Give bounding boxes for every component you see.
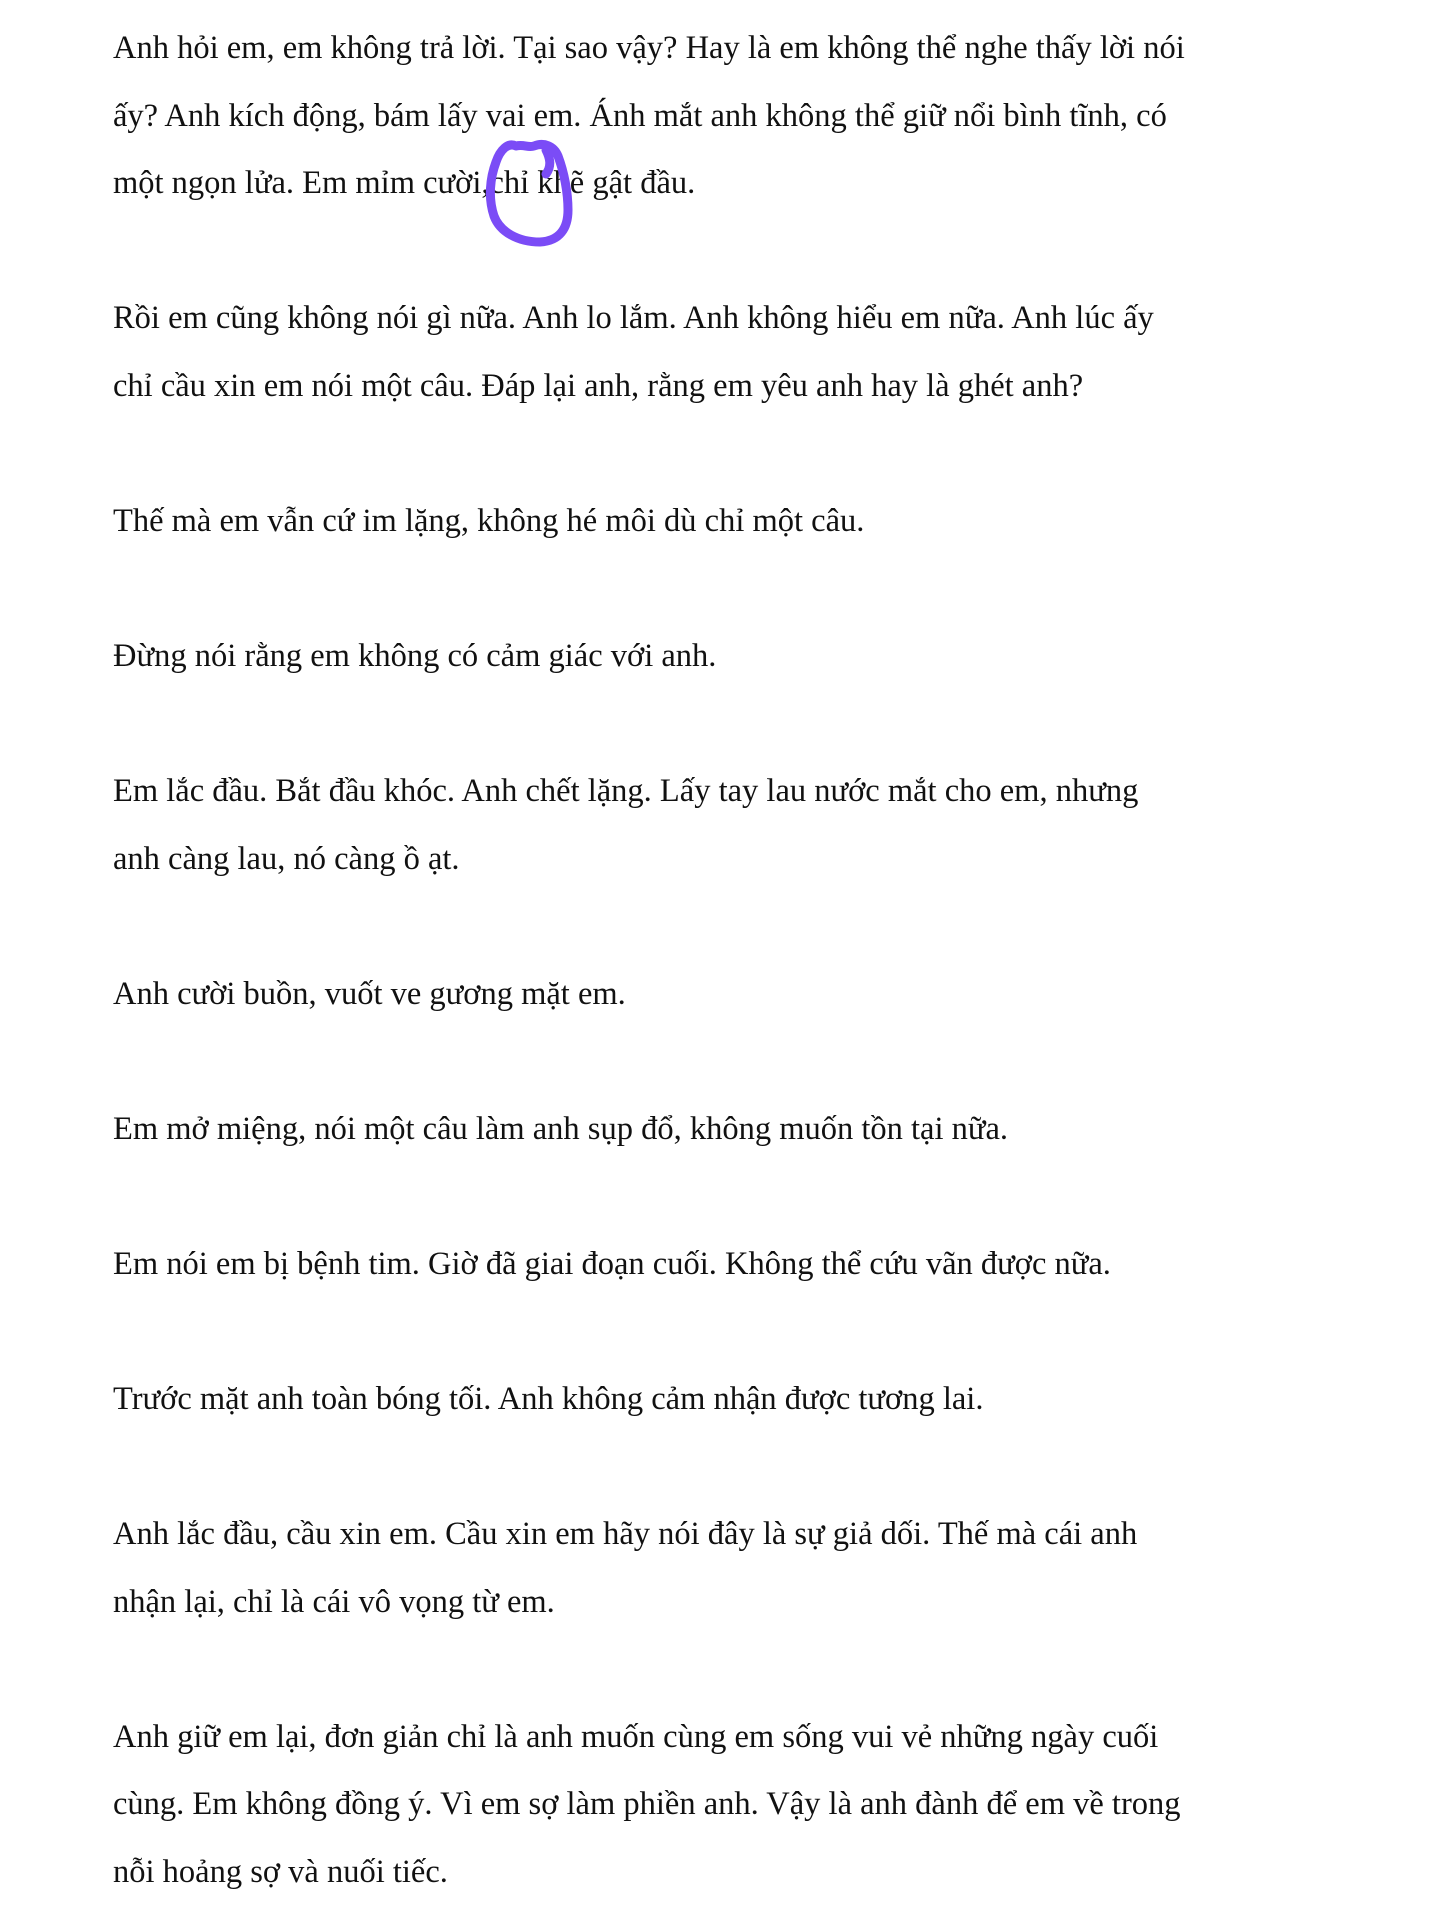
paragraph: [113, 488, 1353, 556]
paragraph: [113, 1366, 1353, 1434]
paragraph: [113, 1704, 1353, 1907]
text-line: Anh lắc đầu, cầu xin em. Cầu xin em hãy nói đây là sự giả dối. Thế mà cái anh: [113, 1516, 1138, 1553]
text-line: chỉ cầu xin em nói một câu. Đáp lại anh, rằng em yêu anh hay là ghét anh?: [113, 367, 1084, 404]
text-line: Em nói em bị bệnh tim. Giờ đã giai đoạn cuối. Không thể cứu vãn được nữa.: [113, 1245, 1111, 1282]
text-line: nỗi hoảng sợ và nuối tiếc.: [113, 1853, 448, 1890]
text-line: Đừng nói rằng em không có cảm giác với anh.: [113, 637, 717, 674]
text-line: anh càng lau, nó càng ồ ạt.: [113, 840, 460, 877]
paragraph: [113, 1096, 1353, 1164]
text-line: Thế mà em vẫn cứ im lặng, không hé môi dù chỉ một câu.: [113, 502, 865, 539]
text-line: Anh hỏi em, em không trả lời. Tại sao vậy? Hay là em không thể nghe thấy lời nói: [113, 30, 1185, 66]
paragraph: [113, 961, 1353, 1029]
text-line: một ngọn lửa. Em mỉm cười,chỉ khẽ gật đầu.: [113, 165, 696, 202]
text-line: Rồi em cũng không nói gì nữa. Anh lo lắm. Anh không hiểu em nữa. Anh lúc ấy: [113, 300, 1154, 337]
text-line: Anh giữ em lại, đơn giản chỉ là anh muốn cùng em sống vui vẻ những ngày cuối: [113, 1718, 1159, 1755]
paragraph: [113, 1231, 1353, 1299]
paragraph: [113, 623, 1353, 691]
text-line: nhận lại, chỉ là cái vô vọng từ em.: [113, 1583, 555, 1620]
document-body: [113, 15, 1353, 1906]
paragraph: [113, 15, 1353, 218]
text-line: Anh cười buồn, vuốt ve gương mặt em.: [113, 975, 626, 1012]
text-line: Em mở miệng, nói một câu làm anh sụp đổ, không muốn tồn tại nữa.: [113, 1110, 1009, 1147]
paragraph: [113, 1501, 1353, 1636]
paragraph: [113, 285, 1353, 420]
text-line: cùng. Em không đồng ý. Vì em sợ làm phiền anh. Vậy là anh đành để em về trong: [113, 1786, 1181, 1823]
paragraph: [113, 758, 1353, 893]
text-line: Em lắc đầu. Bắt đầu khóc. Anh chết lặng. Lấy tay lau nước mắt cho em, nhưng: [113, 773, 1139, 810]
text-line: Trước mặt anh toàn bóng tối. Anh không cảm nhận được tương lai.: [113, 1380, 984, 1417]
text-line: ấy? Anh kích động, bám lấy vai em. Ánh mắt anh không thể giữ nổi bình tĩnh, có: [113, 97, 1167, 134]
